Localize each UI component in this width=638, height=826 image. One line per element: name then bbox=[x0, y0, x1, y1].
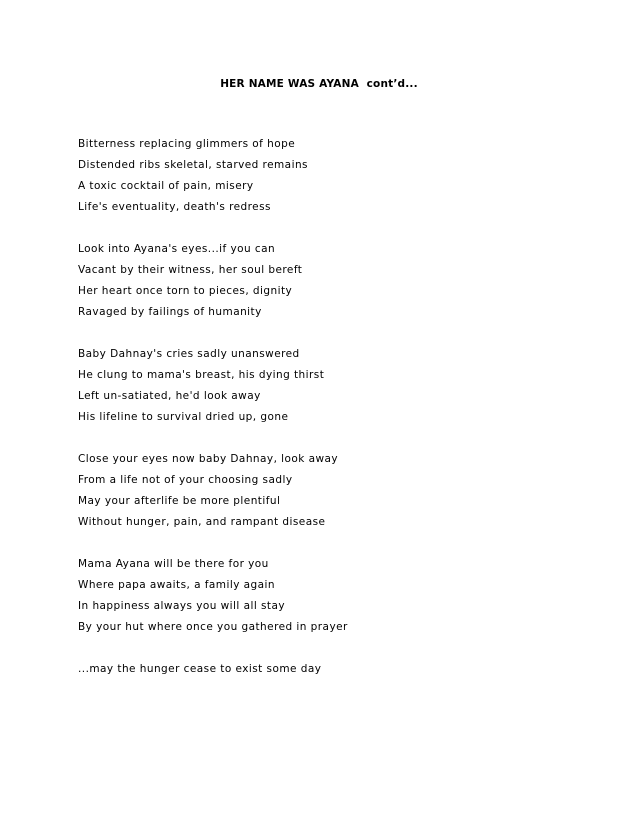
poem-line: Left un-satiated, he'd look away bbox=[78, 390, 261, 402]
poem-line: Bitterness replacing glimmers of hope bbox=[78, 138, 296, 150]
poem-line: He clung to mama's breast, his dying thirst bbox=[78, 369, 325, 381]
poem-line: In happiness always you will all stay bbox=[78, 600, 286, 612]
poem-line: Where papa awaits, a family again bbox=[78, 579, 276, 591]
page-title-text: HER NAME WAS AYANA cont’d... bbox=[220, 78, 418, 90]
stanza-5 bbox=[78, 554, 558, 638]
stanza-3 bbox=[78, 344, 558, 428]
page-title bbox=[0, 78, 638, 90]
poem-body bbox=[78, 134, 558, 701]
poem-line: A toxic cocktail of pain, misery bbox=[78, 180, 254, 192]
poem-line: Close your eyes now baby Dahnay, look away bbox=[78, 453, 339, 465]
poem-line: Without hunger, pain, and rampant disease bbox=[78, 516, 326, 528]
stanza-1 bbox=[78, 134, 558, 218]
poem-line: From a life not of your choosing sadly bbox=[78, 474, 293, 486]
poem-line: Baby Dahnay's cries sadly unanswered bbox=[78, 348, 300, 360]
stanza-2 bbox=[78, 239, 558, 323]
poem-line: Mama Ayana will be there for you bbox=[78, 558, 269, 570]
poem-line: Her heart once torn to pieces, dignity bbox=[78, 285, 293, 297]
poem-line: ...may the hunger cease to exist some day bbox=[78, 663, 322, 675]
poem-line: Life's eventuality, death's redress bbox=[78, 201, 271, 213]
poem-line: Vacant by their witness, her soul bereft bbox=[78, 264, 303, 276]
stanza-4 bbox=[78, 449, 558, 533]
poem-line: Distended ribs skeletal, starved remains bbox=[78, 159, 308, 171]
poem-line: Look into Ayana's eyes...if you can bbox=[78, 243, 276, 255]
stanza-6 bbox=[78, 659, 558, 680]
poem-line: May your afterlife be more plentiful bbox=[78, 495, 281, 507]
poem-line: Ravaged by failings of humanity bbox=[78, 306, 262, 318]
poem-line: His lifeline to survival dried up, gone bbox=[78, 411, 289, 423]
poem-line: By your hut where once you gathered in prayer bbox=[78, 621, 348, 633]
